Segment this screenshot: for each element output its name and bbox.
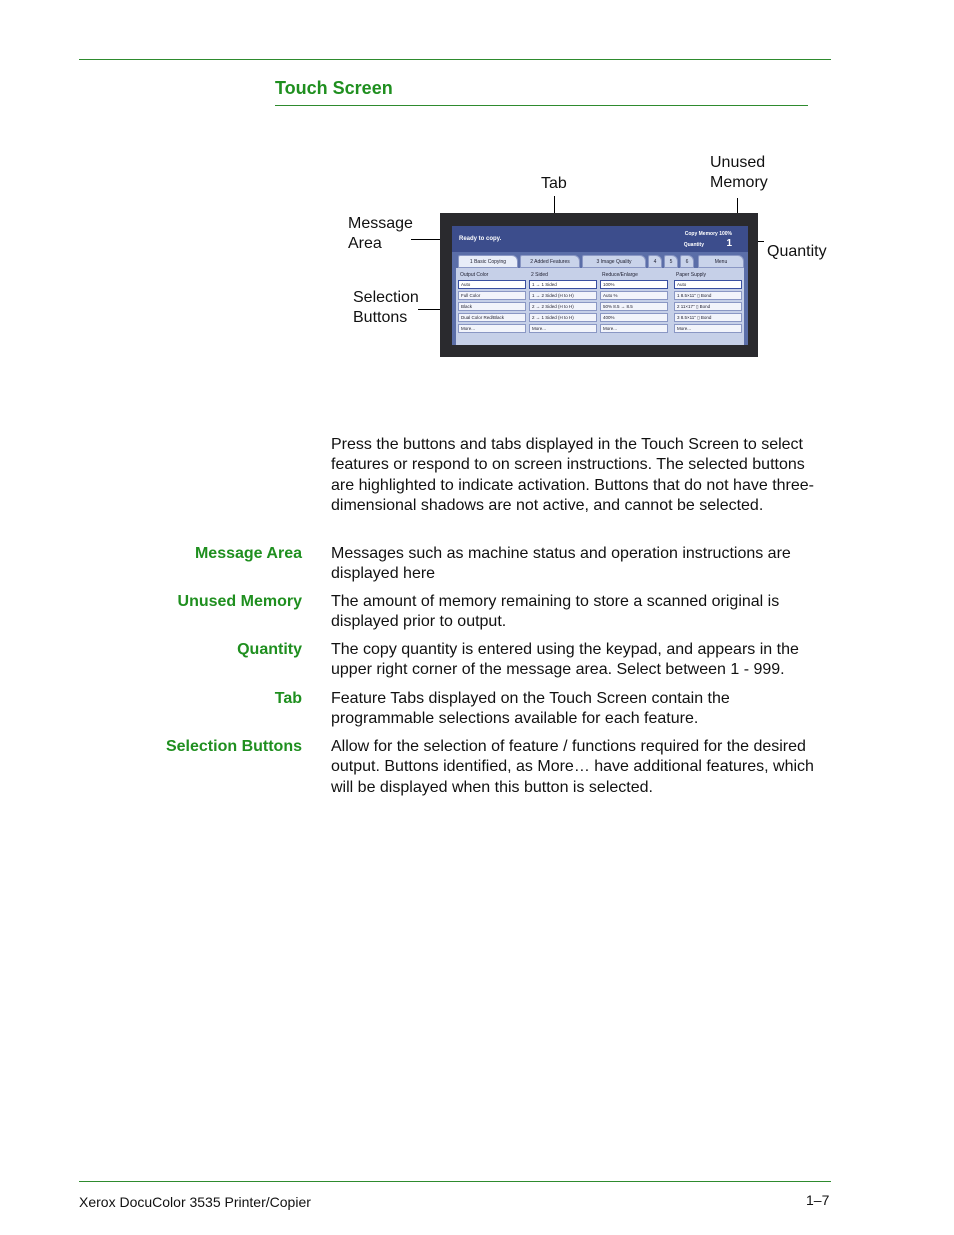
definition-unused-memory: The amount of memory remaining to store a scanned original is displayed prior to output. [331, 593, 780, 631]
tab-added-features[interactable]: 2 Added Features [520, 255, 580, 268]
column-title: Paper Supply [676, 272, 707, 278]
status-message: Ready to copy. [459, 236, 502, 242]
selection-panel [456, 268, 744, 345]
screen-display [452, 226, 748, 345]
header-rule [79, 59, 831, 60]
quantity-value: 1 [726, 238, 732, 249]
term-tab: Tab [274, 690, 302, 707]
footer-rule [79, 1181, 831, 1182]
selection-button[interactable]: 1 → 2 Sided (H to H) [529, 291, 597, 300]
selection-button[interactable]: Black [458, 302, 526, 311]
column-title: Reduce/Enlarge [602, 272, 638, 278]
callout-message-area: Message Area [348, 215, 413, 252]
selection-button[interactable]: 2 → 1 Sided (H to H) [529, 313, 597, 322]
callout-quantity: Quantity [767, 243, 827, 260]
column-output-color [458, 271, 526, 335]
column-2-sided [529, 271, 597, 335]
selection-button[interactable]: Dual Color Red/Black [458, 313, 526, 322]
footer-page-number: 1–7 [806, 1192, 830, 1208]
selection-button[interactable]: 1 → 1 Sided [529, 280, 597, 289]
tab-image-quality[interactable]: 3 Image Quality [582, 255, 646, 268]
selection-button[interactable]: 3 8.5×11" ▯ Bond [674, 313, 742, 322]
selection-button[interactable]: More... [674, 324, 742, 333]
selection-button[interactable]: 1 8.5×11" ▯ Bond [674, 291, 742, 300]
definition-tab: Feature Tabs displayed on the Touch Screen contain the programmable selections available for each feature. [331, 690, 730, 728]
tab-menu[interactable]: Menu [698, 255, 744, 268]
term-message-area: Message Area [194, 545, 302, 562]
column-title: 2 Sided [531, 272, 548, 278]
touch-screen-photo [440, 213, 758, 357]
tab-6[interactable]: 6 [680, 255, 694, 268]
feature-tabs [458, 255, 746, 268]
selection-button[interactable]: Auto % [600, 291, 668, 300]
term-selection-buttons: Selection Buttons [165, 738, 302, 755]
callout-unused-memory: Unused Memory [710, 154, 768, 191]
title-underline [275, 105, 808, 106]
selection-button[interactable]: 2 → 2 Sided (H to H) [529, 302, 597, 311]
footer-product: Xerox DocuColor 3535 Printer/Copier [79, 1194, 311, 1210]
callout-selection-buttons: Selection Buttons [353, 289, 419, 326]
callout-tab: Tab [541, 175, 567, 192]
column-paper-supply [674, 271, 742, 335]
column-title: Output Color [460, 272, 489, 278]
tab-4[interactable]: 4 [648, 255, 662, 268]
tab-basic-copying[interactable]: 1 Basic Copying [458, 255, 518, 268]
section-title: Touch Screen [275, 78, 393, 98]
term-quantity: Quantity [237, 641, 302, 658]
intro-paragraph: Press the buttons and tabs displayed in the Touch Screen to select features or respond to on screen instructions. The selected buttons are highlighted to indicate activation. Buttons that do not have three-dimensional shadows are not active, and cannot be selected. [331, 436, 814, 514]
selection-button[interactable]: 2 11×17" ▯ Bond [674, 302, 742, 311]
selection-button[interactable]: More... [529, 324, 597, 333]
selection-button[interactable]: 100% [600, 280, 668, 289]
selection-button[interactable]: Full Color [458, 291, 526, 300]
quantity-label: Quantity [683, 242, 704, 248]
term-unused-memory: Unused Memory [177, 593, 302, 610]
definition-message-area: Messages such as machine status and operation instructions are displayed here [331, 545, 791, 583]
selection-button[interactable]: Auto [458, 280, 526, 289]
selection-button[interactable]: More... [458, 324, 526, 333]
definition-selection-buttons: Allow for the selection of feature / functions required for the desired output. Buttons identified, as More… have additional features, which will be displayed when this button is selected. [331, 738, 814, 796]
memory-readout: Copy Memory 100% [684, 231, 732, 237]
selection-button[interactable]: 400% [600, 313, 668, 322]
message-area [452, 226, 748, 252]
selection-button[interactable]: Auto [674, 280, 742, 289]
column-reduce-enlarge [600, 271, 668, 335]
selection-button[interactable]: More... [600, 324, 668, 333]
definition-quantity: The copy quantity is entered using the keypad, and appears in the upper right corner of the message area. Select between 1 - 999. [331, 641, 799, 679]
selection-button[interactable]: 50% 8.5 → 8.5 [600, 302, 668, 311]
tab-5[interactable]: 5 [664, 255, 678, 268]
